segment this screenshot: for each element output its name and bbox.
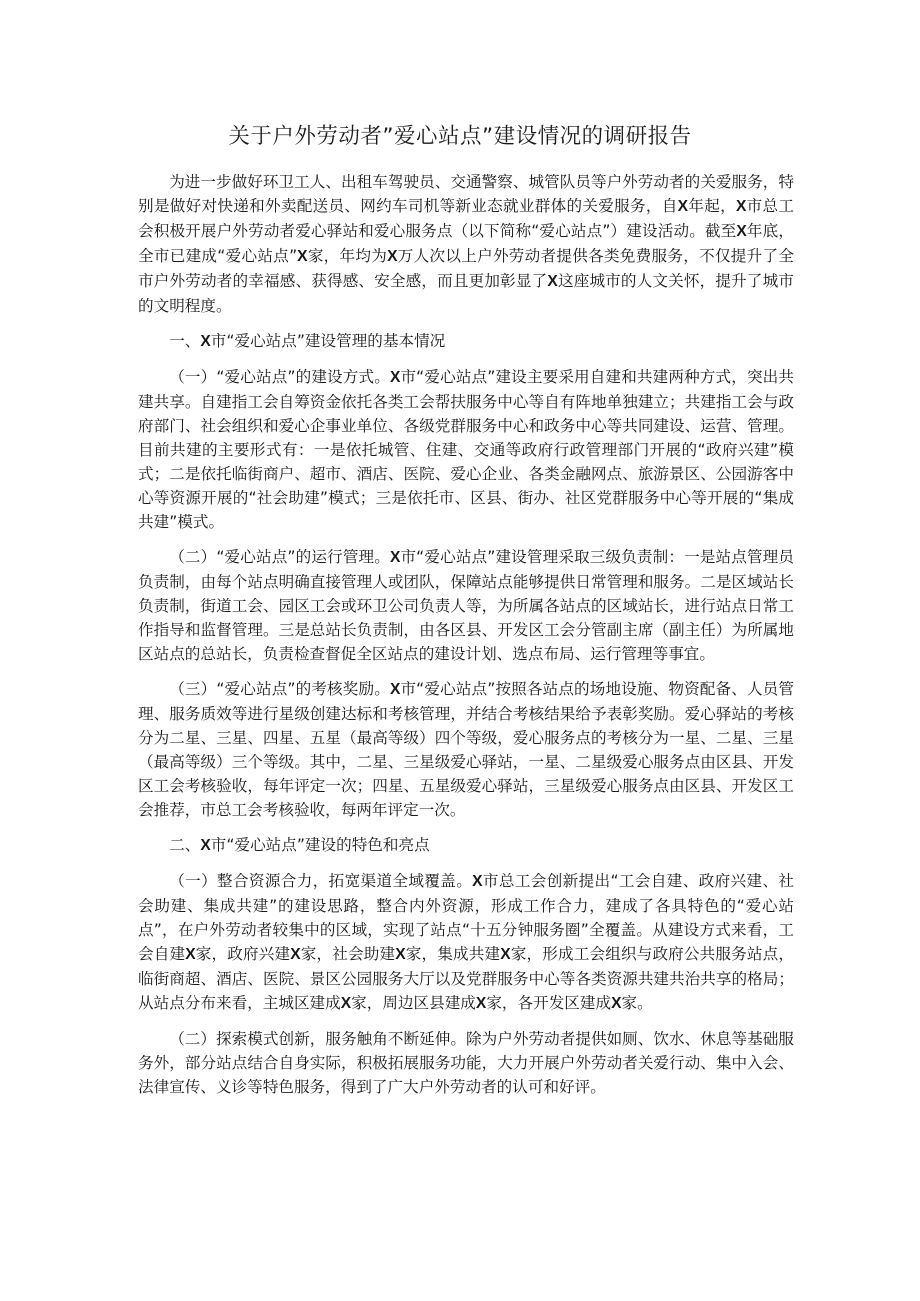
paragraph-resource-integration: （一）整合资源合力，拓宽渠道全域覆盖。X市总工会创新提出“工会自建、政府兴建、社会助建、集成共建”的建设思路，整合内外资源，形成工作合力，建成了各具特色的“爱心站点”，在户外劳动者较集中的区域，实现了站点“十五分钟服务圈”全覆盖。从建设方式来看，工会自建X家，政府兴建X家，社会助建X家，集成共建X家，形成工会组织与政府公共服务站点，临街商超、酒店、医院、景区公园服务大厅以及党群服务中心等各类资源共建共治共享的格局；从站点分布来看，主城区建成X家，周边区县建成X家，各开发区建成X家。 <box>138 872 794 1012</box>
paragraph-assessment-reward: （三）“爱心站点”的考核奖励。X市“爱心站点”按照各站点的场地设施、物资配备、人员管理、服务质效等进行星级创建达标和考核管理，并结合考核结果给予表彰奖励。爱心驿站的考核分为二星、三星、四星、五星（最高等级）四个等级，爱心服务点的考核分为一星、二星、三星（最高等级）三个等级。其中，二星、三星级爱心驿站，一星、二星级爱心服务点由区县、开发区工会考核验收，每年评定一次；四星、五星级爱心驿站，三星级爱心服务点由区县、开发区工会推荐，市总工会考核验收，每两年评定一次。 <box>138 680 794 819</box>
intro-paragraph: 为进一步做好环卫工人、出租车驾驶员、交通警察、城管队员等户外劳动者的关爱服务，特别是做好对快递和外卖配送员、网约车司机等新业态就业群体的关爱服务，自X年起，X市总工会积极开展户外劳动者爱心驿站和爱心服务点（以下简称“爱心站点”）建设活动。截至X年底，全市已建成“爱心站点”X家，年均为X万人次以上户外劳动者提供各类免费服务，不仅提升了全市户外劳动者的幸福感、获得感、安全感，而且更加彰显了X这座城市的人文关怀，提升了城市的文明程度。 <box>138 173 794 315</box>
document-title: 关于户外劳动者”爱心站点”建设情况的调研报告 <box>228 124 692 149</box>
paragraph-model-innovation: （二）探索模式创新，服务触角不断延伸。除为户外劳动者提供如厕、饮水、休息等基础服务外，部分站点结合自身实际，积极拓展服务功能，大力开展户外劳动者关爱行动、集中入会、法律宣传、义诊等特色服务，得到了广大户外劳动者的认可和好评。 <box>138 1030 794 1096</box>
section-heading-2: 二、X市“爱心站点”建设的特色和亮点 <box>169 836 430 854</box>
document-body <box>138 170 794 1110</box>
paragraph-operation-management: （二）“爱心站点”的运行管理。X市“爱心站点”建设管理采取三级负责制：一是站点管理员负责制，由每个站点明确直接管理人或团队，保障站点能够提供日常管理和服务。二是区域站长负责制，街道工会、园区工会或环卫公司负责人等，为所属各站点的区域站长，进行站点日常工作指导和监督管理。三是总站长负责制，由各区县、开发区工会分管副主席（副主任）为所属地区站点的总站长，负责检查督促全区站点的建设计划、选点布局、运行管理等事宜。 <box>138 548 794 663</box>
paragraph-construction-method: （一）“爱心站点”的建设方式。X市“爱心站点”建设主要采用自建和共建两种方式，突出共建共享。自建指工会自筹资金依托各类工会帮扶服务中心等自有阵地单独建立；共建指工会与政府部门、社会组织和爱心企事业单位、各级党群服务中心和政务中心等共同建设、运营、管理。目前共建的主要形式有：一是依托城管、住建、交通等政府行政管理部门开展的“政府兴建”模式；二是依托临街商户、超市、酒店、医院、爱心企业、各类金融网点、旅游景区、公园游客中心等资源开展的“社会助建”模式；三是依托市、区县、街办、社区党群服务中心等开展的“集成共建”模式。 <box>138 368 794 531</box>
section-heading-1: 一、X市“爱心站点”建设管理的基本情况 <box>169 332 446 350</box>
